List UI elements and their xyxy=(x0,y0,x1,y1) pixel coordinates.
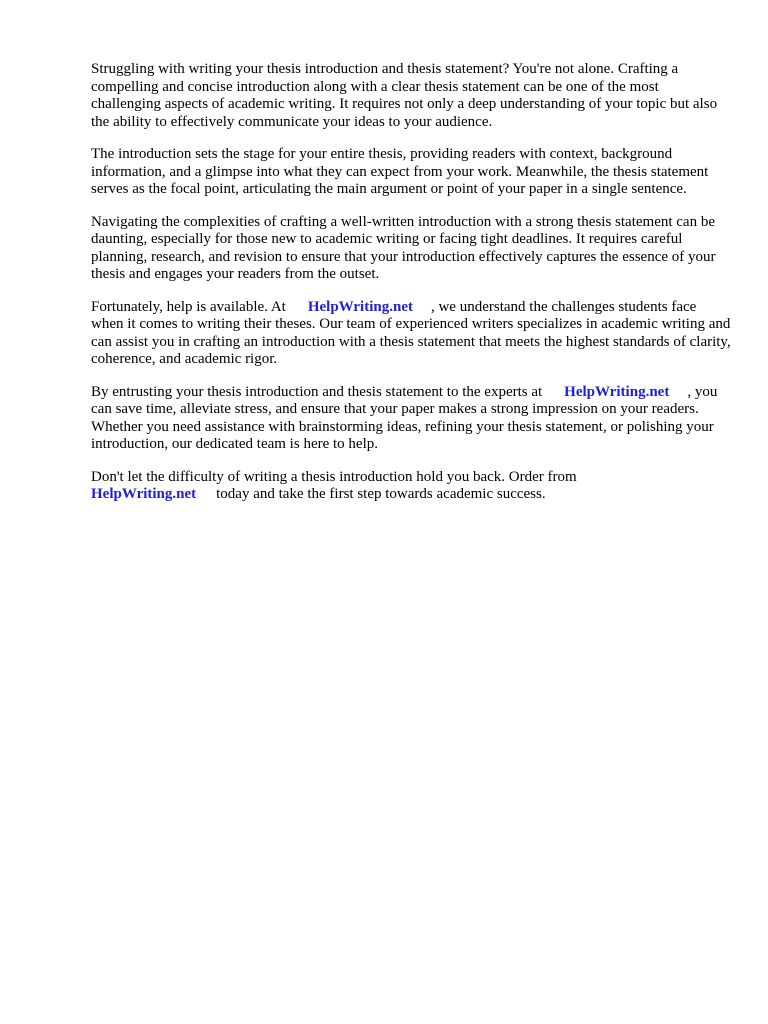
paragraph-entrusting-text-before: By entrusting your thesis introduction and thesis statement to the experts at xyxy=(91,383,543,400)
paragraph-introduction-role: The introduction sets the stage for your entire thesis, providing readers with context, background information, and a glimpse into what they can expect from your work. Meanwhile, the thesis statement serves as the focal point, articulating the main argument or point of your paper in a single sentence. xyxy=(91,146,709,197)
paragraph-complexities: Navigating the complexities of crafting a well-written introduction with a strong thesis statement can be daunting, especially for those new to academic writing or facing tight deadlines. It requires careful planning, research, and revision to ensure that your introduction effectively captures the essence of your thesis and engages your readers from the outset. xyxy=(91,213,716,282)
helpwriting-link[interactable]: HelpWriting.net xyxy=(91,486,197,502)
paragraph-cta-text-after: today and take the first step towards academic success. xyxy=(216,486,546,502)
paragraph-intro: Struggling with writing your thesis introduction and thesis statement? You're not alone. Crafting a compelling and concise introduction along with a clear thesis statement can be one of the most challenging aspects of academic writing. It requires not only a deep understanding of your topic but also the ability to effectively communicate your ideas to your audience. xyxy=(91,61,718,130)
paragraph-help-text-before: Fortunately, help is available. At xyxy=(91,298,286,315)
paragraph-call-to-action xyxy=(91,469,731,504)
helpwriting-link[interactable]: HelpWriting.net xyxy=(307,298,413,315)
paragraph-entrusting-text-after: , you can save time, alleviate stress, and ensure that your paper makes a strong impression on your readers. Whether you need assistance with brainstorming ideas, refining your thesis statement, or polishing your introduction, our dedicated team is here to help. xyxy=(91,383,718,452)
paragraph-help-available xyxy=(91,299,731,369)
document-page xyxy=(91,61,731,519)
paragraph-help-text-after: , we understand the challenges students face when it comes to writing their theses. Our team of experienced writers specializes in academic writing and can assist you in crafting an introduction with a thesis statement that meets the highest standards of clarity, coherence, and academic rigor. xyxy=(91,298,731,367)
paragraph-entrusting xyxy=(91,384,731,454)
helpwriting-link[interactable]: HelpWriting.net xyxy=(564,383,670,400)
paragraph-cta-text-before: Don't let the difficulty of writing a thesis introduction hold you back. Order from xyxy=(91,468,577,485)
